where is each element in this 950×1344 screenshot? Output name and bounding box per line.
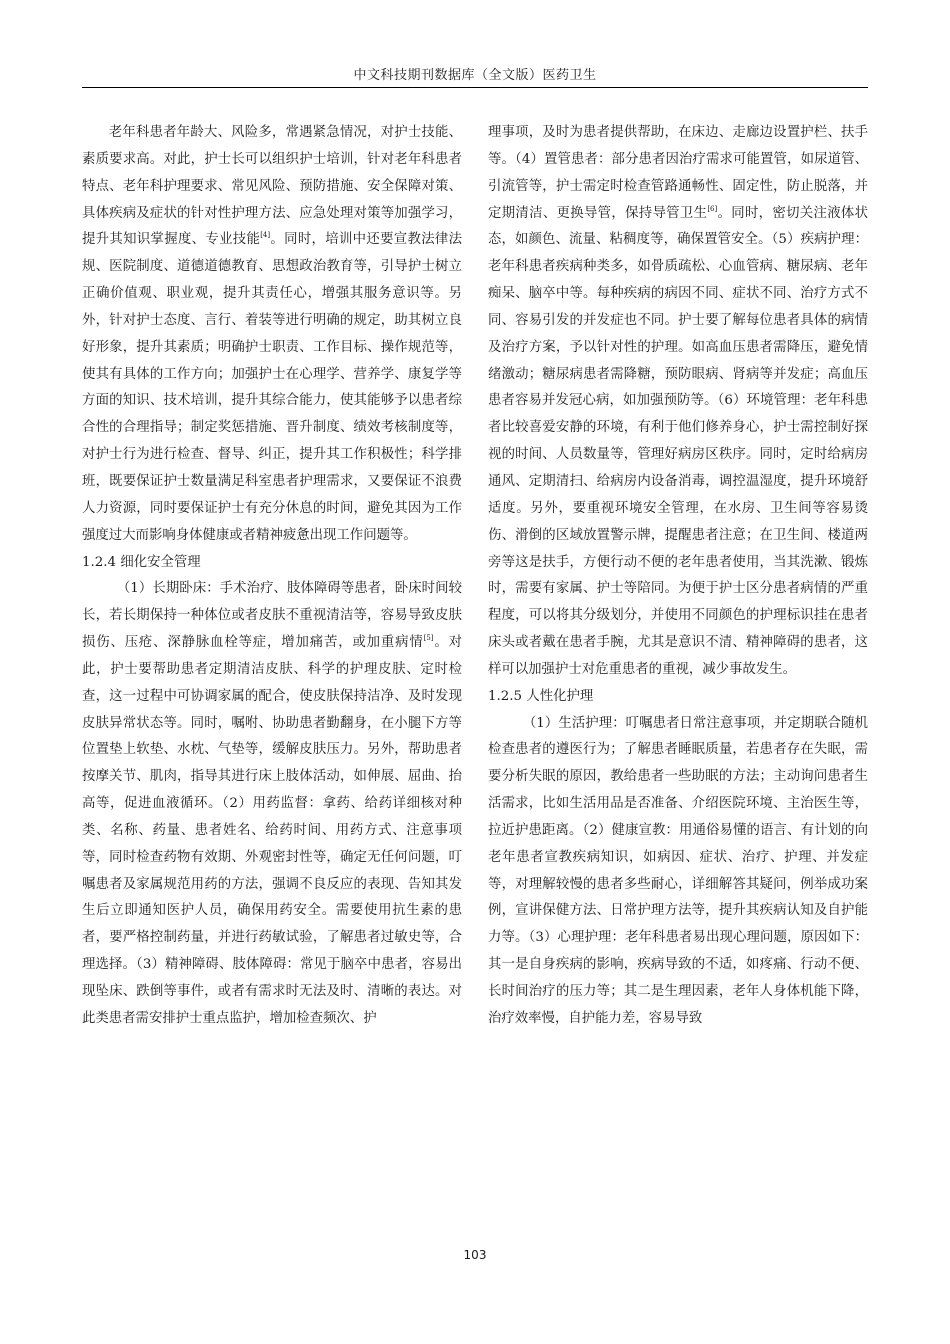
section-heading-humanized: 1.2.5 人性化护理 (488, 688, 594, 704)
section-heading-safety: 1.2.4 细化安全管理 (82, 554, 201, 570)
page-number: 103 (463, 1248, 487, 1262)
header-rule (82, 87, 868, 88)
paragraph-nurse-training: 老年科患者年龄大、风险多，常遇紧急情况，对护士技能、素质要求高。对此，护士长可以组织护士培训，针对老年科患者特点、老年科护理要求、常见风险、预防措施、安全保障对策、具体疾病及症状的针对性护理方法、应急处理对策等加强学习，提升其知识掌握度、专业技能[4]。同时，培训中还要宣教法律法规、医院制度、道德道德教育、思想政治教育等，引导护士树立正确价值观、职业观，提升其责任心，增强其服务意识等。另外，针对护士态度、言行、着装等进行明确的规定，助其树立良好形象，提升其素质；明确护士职责、工作目标、操作规范等，使其有具体的工作方向；加强护士在心理学、营养学、康复学等方面的知识、技术培训，提升其综合能力，使其能够予以患者综合性的合理指导；制定奖惩措施、晋升制度、绩效考核制度等，对护士行为进行检查、督导、纠正，提升其工作积极性；科学排班，既要保证护士数量满足科室患者护理需求，又要保证不浪费人力资源，同时要保证护士有充分休息的时间，避免其因为工作强度过大而影响身体健康或者精神疲惫出现工作问题等。 (82, 125, 463, 543)
paragraph-safety-management: （1）长期卧床：手术治疗、肢体障碍等患者，卧床时间较长，若长期保持一种体位或者皮肤不重视清洁等，容易导致皮肤损伤、压疮、深静脉血栓等症，增加痛苦，或加重病情[5]。对此，护士要帮助患者定期清洁皮肤、科学的护理皮肤、定时检查，这一过程中可协调家属的配合，使皮肤保持洁净、及时发现皮肤异常状态等。同时，嘱咐、协助患者勤翻身，在小腿下方等位置垫上软垫、水枕、气垫等，缓解皮肤压力。另外，帮助患者按摩关节、肌肉，指导其进行床上肢体活动，如伸展、屈曲、抬高等，促进血液循环。（2）用药监督：拿药、给药详细核对种类、名称、药量、患者姓名、给药时间、用药方式、注意事项等，同时检查药物有效期、外观密封性等，确定无任何问题，叮嘱患者及家属规范用药的方法，强调不良反应的表现、告知其发生后立即通知医护人员，确保用药安全。需要使用抗生素的患者，要严格控制药量，并进行药敏试验，了解患者过敏史等，合理选择。（3）精神障碍、肢体障碍：常见于脑卒中患者，容易出现坠床、跌倒等事件，或者有需求时无法及时、清晰的表达。对此类患者需安排护士重点监护，增加检查频次、护 (82, 581, 462, 1026)
right-column (488, 120, 868, 1033)
citation-ref: [5] (423, 634, 434, 643)
citation-ref: [4] (260, 231, 271, 240)
paragraph-humanized-care: （1）生活护理：叮嘱患者日常注意事项，并定期联合随机检查患者的遵医行为；了解患者睡眠质量，若患者存在失眠，需要分析失眠的原因，教给患者一些助眠的方法；主动询问患者生活需求，比如生活用品是否准备、介绍医院环境、主治医生等，拉近护患距离。（2）健康宣教：用通俗易懂的语言、有计划的向老年患者宣教疾病知识，如病因、症状、治疗、护理、并发症等，对理解较慢的患者多些耐心，详细解答其疑问，例举成功案例，宣讲保健方法、日常护理方法等，提升其疾病认知及自护能力等。（3）心理护理：老年科患者易出现心理问题，原因如下：其一是自身疾病的影响，疾病导致的不适，如疼痛、行动不便、长时间治疗的压力等；其二是生理因素，老年人身体机能下降，治疗效率慢，自护能力差，容易导致 (488, 715, 868, 1026)
journal-header: 中文科技期刊数据库（全文版）医药卫生 (353, 68, 597, 83)
paragraph-safety-continued: 理事项，及时为患者提供帮助，在床边、走廊边设置护栏、扶手等。（4）置管患者：部分患者因治疗需求可能置管，如尿道管、引流管等，护士需定时检查管路通畅性、固定性，防止脱落，并定期清洁、更换导管，保持导管卫生[6]。同时，密切关注液体状态，如颜色、流量、粘稠度等，确保置管安全。（5）疾病护理：老年科患者疾病种类多，如骨质疏松、心血管病、糖尿病、老年痴呆、脑卒中等。每种疾病的病因不同、症状不同、治疗方式不同、容易引发的并发症也不同。护士要了解每位患者具体的病情及治疗方案，予以针对性的护理。如高血压患者需降压，避免情绪激动；糖尿病患者需降糖，预防眼病、肾病等并发症；高血压患者容易并发冠心病，如加强预防等。（6）环境管理：老年科患者比较喜爱安静的环境，有利于他们修养身心，护士需控制好探视的时间、人员数量等，管理好病房区秩序。同时，定时给病房通风、定期清扫、给病房内设备消毒，调控温湿度，提升环境舒适度。另外，要重视环境安全管理，在水房、卫生间等容易烫伤、滑倒的区域放置警示牌，提醒患者注意；在卫生间、楼道两旁等这是扶手，方便行动不便的老年患者使用，当其洗漱、锻炼时，需要有家属、护士等陪同。为便于护士区分患者病情的严重程度，可以将其分级划分，并使用不同颜色的护理标识挂在患者床头或者戴在患者手腕，尤其是意识不清、精神障碍的患者，这样可以加强护士对危重患者的重视，减少事故发生。 (488, 125, 869, 677)
citation-ref: [6] (707, 204, 718, 213)
left-column (82, 120, 462, 1033)
